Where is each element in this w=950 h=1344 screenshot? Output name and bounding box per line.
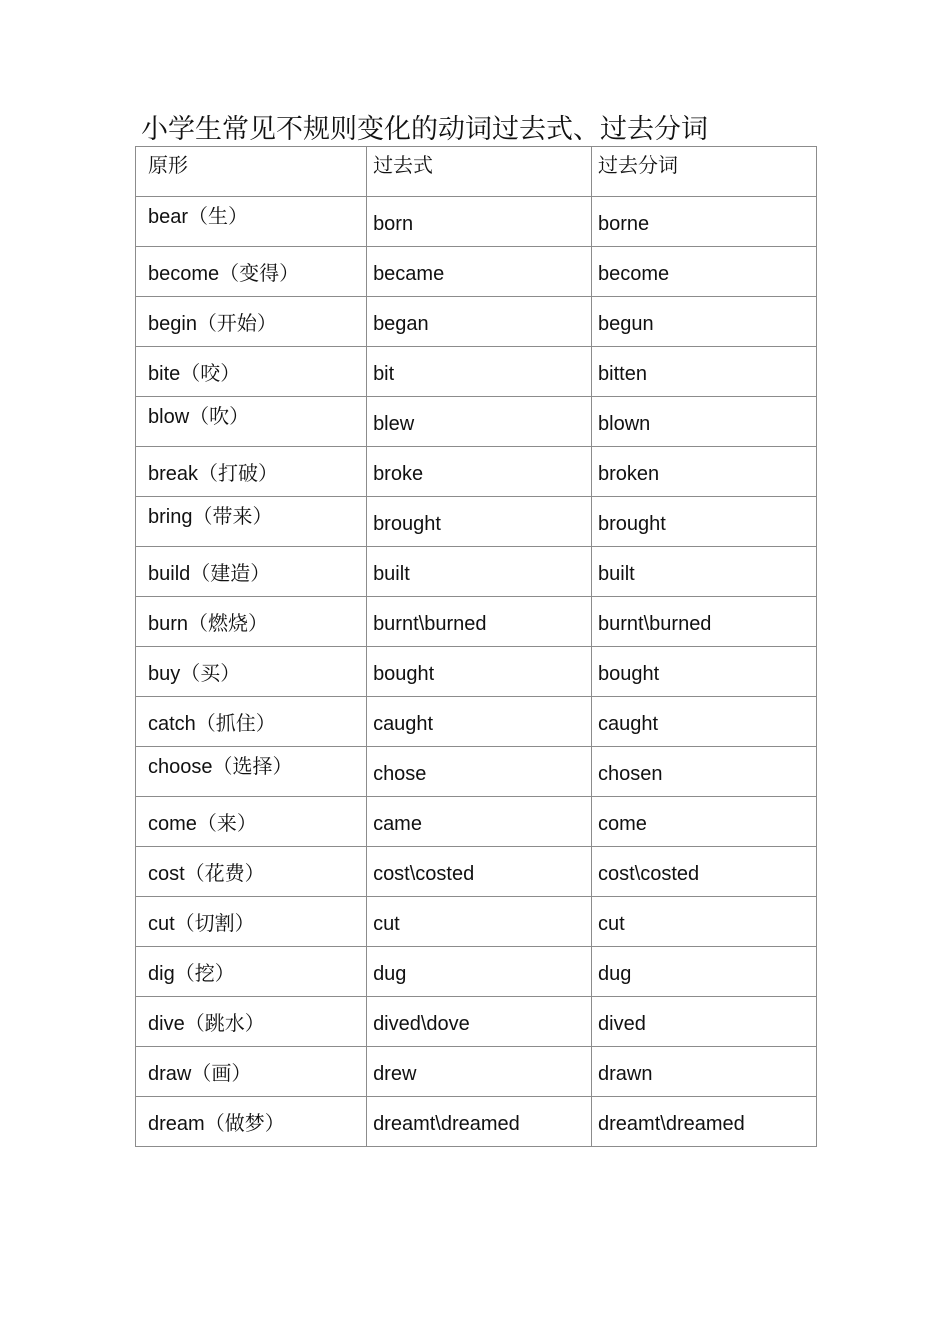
header-past-tense — [367, 147, 592, 197]
base-form-cell — [136, 497, 367, 547]
table-row — [136, 1097, 817, 1147]
table-row — [136, 997, 817, 1047]
table-row — [136, 747, 817, 797]
base-form-cell — [136, 247, 367, 297]
past-participle-cell — [592, 647, 817, 697]
cell-text: blow（吹） — [148, 406, 250, 428]
table-row — [136, 547, 817, 597]
base-form-cell — [136, 897, 367, 947]
cell-text: bite（咬） — [148, 363, 241, 385]
header-label: 过去分词 — [598, 153, 679, 177]
cell-text: broken — [598, 463, 660, 485]
table-row — [136, 897, 817, 947]
cell-text: begin（开始） — [148, 313, 277, 335]
cell-text: begun — [598, 313, 654, 335]
base-form-cell — [136, 1097, 367, 1147]
cell-text: cut（切割） — [148, 913, 255, 935]
cell-text: cost\costed — [598, 863, 700, 885]
past-tense-cell — [367, 347, 592, 397]
base-form-cell — [136, 847, 367, 897]
cell-text: become — [598, 263, 670, 285]
table-row — [136, 847, 817, 897]
cell-text: draw（画） — [148, 1063, 252, 1085]
past-tense-cell — [367, 747, 592, 797]
cell-text: come（来） — [148, 813, 257, 835]
past-participle-cell — [592, 197, 817, 247]
past-tense-cell — [367, 547, 592, 597]
table-row — [136, 797, 817, 847]
cell-text: build（建造） — [148, 563, 271, 585]
verb-table — [135, 146, 817, 1147]
base-form-cell — [136, 197, 367, 247]
cell-text: dig（挖） — [148, 963, 235, 985]
cell-text: brought — [373, 513, 441, 535]
past-participle-cell — [592, 797, 817, 847]
past-participle-cell — [592, 1097, 817, 1147]
cell-text: drawn — [598, 1063, 653, 1085]
past-tense-cell — [367, 1047, 592, 1097]
past-tense-cell — [367, 797, 592, 847]
cell-text: blew — [373, 413, 415, 435]
table-row — [136, 397, 817, 447]
past-participle-cell — [592, 897, 817, 947]
cell-text: choose（选择） — [148, 756, 293, 778]
past-participle-cell — [592, 447, 817, 497]
cell-text: became — [373, 263, 445, 285]
past-tense-cell — [367, 697, 592, 747]
base-form-cell — [136, 597, 367, 647]
cell-text: come — [598, 813, 647, 835]
table-row — [136, 297, 817, 347]
cell-text: dived — [598, 1013, 646, 1035]
base-form-cell — [136, 697, 367, 747]
cell-text: came — [373, 813, 422, 835]
table-row — [136, 1047, 817, 1097]
past-participle-cell — [592, 847, 817, 897]
table-body — [136, 197, 817, 1147]
cell-text: cut — [373, 913, 400, 935]
base-form-cell — [136, 997, 367, 1047]
cell-text: cost（花费） — [148, 863, 265, 885]
cell-text: bring（带来） — [148, 506, 273, 528]
past-tense-cell — [367, 297, 592, 347]
table-row — [136, 497, 817, 547]
past-participle-cell — [592, 747, 817, 797]
past-tense-cell — [367, 197, 592, 247]
cell-text: chosen — [598, 763, 663, 785]
cell-text: borne — [598, 213, 650, 235]
past-tense-cell — [367, 1097, 592, 1147]
base-form-cell — [136, 1047, 367, 1097]
past-participle-cell — [592, 997, 817, 1047]
cell-text: dug — [598, 963, 632, 985]
base-form-cell — [136, 447, 367, 497]
table-row — [136, 947, 817, 997]
cell-text: built — [373, 563, 410, 585]
table-row — [136, 447, 817, 497]
cell-text: burnt\burned — [598, 613, 712, 635]
past-tense-cell — [367, 947, 592, 997]
header-label: 原形 — [148, 153, 188, 177]
table-row — [136, 647, 817, 697]
base-form-cell — [136, 297, 367, 347]
cell-text: blown — [598, 413, 651, 435]
base-form-cell — [136, 747, 367, 797]
past-tense-cell — [367, 447, 592, 497]
table-row — [136, 347, 817, 397]
cell-text: bit — [373, 363, 395, 385]
cell-text: bought — [373, 663, 435, 685]
cell-text: dive（跳水） — [148, 1013, 265, 1035]
cell-text: buy（买） — [148, 663, 241, 685]
cell-text: dug — [373, 963, 407, 985]
base-form-cell — [136, 347, 367, 397]
table-row — [136, 697, 817, 747]
table-row — [136, 247, 817, 297]
past-participle-cell — [592, 1047, 817, 1097]
past-tense-cell — [367, 897, 592, 947]
past-tense-cell — [367, 497, 592, 547]
header-base-form — [136, 147, 367, 197]
cell-text: dreamt\dreamed — [373, 1113, 520, 1135]
cell-text: catch（抓住） — [148, 713, 276, 735]
cell-text: chose — [373, 763, 427, 785]
past-tense-cell — [367, 597, 592, 647]
past-participle-cell — [592, 697, 817, 747]
cell-text: caught — [373, 713, 434, 735]
past-tense-cell — [367, 847, 592, 897]
cell-text: cost\costed — [373, 863, 475, 885]
past-participle-cell — [592, 347, 817, 397]
page-title: 小学生常见不规则变化的动词过去式、过去分词 — [141, 114, 708, 145]
cell-text: built — [598, 563, 635, 585]
table-row — [136, 197, 817, 247]
base-form-cell — [136, 547, 367, 597]
header-label: 过去式 — [373, 153, 434, 177]
past-participle-cell — [592, 597, 817, 647]
header-past-participle — [592, 147, 817, 197]
base-form-cell — [136, 647, 367, 697]
past-participle-cell — [592, 397, 817, 447]
cell-text: began — [373, 313, 429, 335]
cell-text: burn（燃烧） — [148, 613, 269, 635]
cell-text: bear（生） — [148, 206, 249, 228]
past-tense-cell — [367, 997, 592, 1047]
past-participle-cell — [592, 247, 817, 297]
base-form-cell — [136, 397, 367, 447]
past-tense-cell — [367, 397, 592, 447]
past-tense-cell — [367, 647, 592, 697]
cell-text: broke — [373, 463, 424, 485]
base-form-cell — [136, 797, 367, 847]
cell-text: dived\dove — [373, 1013, 470, 1035]
base-form-cell — [136, 947, 367, 997]
cell-text: born — [373, 213, 414, 235]
cell-text: brought — [598, 513, 666, 535]
cell-text: caught — [598, 713, 659, 735]
cell-text: become（变得） — [148, 263, 300, 285]
past-participle-cell — [592, 947, 817, 997]
cell-text: bitten — [598, 363, 647, 385]
table-header-row — [136, 147, 817, 197]
past-participle-cell — [592, 547, 817, 597]
past-participle-cell — [592, 297, 817, 347]
cell-text: dreamt\dreamed — [598, 1113, 745, 1135]
cell-text: cut — [598, 913, 625, 935]
past-tense-cell — [367, 247, 592, 297]
cell-text: bought — [598, 663, 660, 685]
cell-text: drew — [373, 1063, 417, 1085]
past-participle-cell — [592, 497, 817, 547]
table-row — [136, 597, 817, 647]
cell-text: break（打破） — [148, 463, 279, 485]
cell-text: burnt\burned — [373, 613, 487, 635]
cell-text: dream（做梦） — [148, 1113, 285, 1135]
